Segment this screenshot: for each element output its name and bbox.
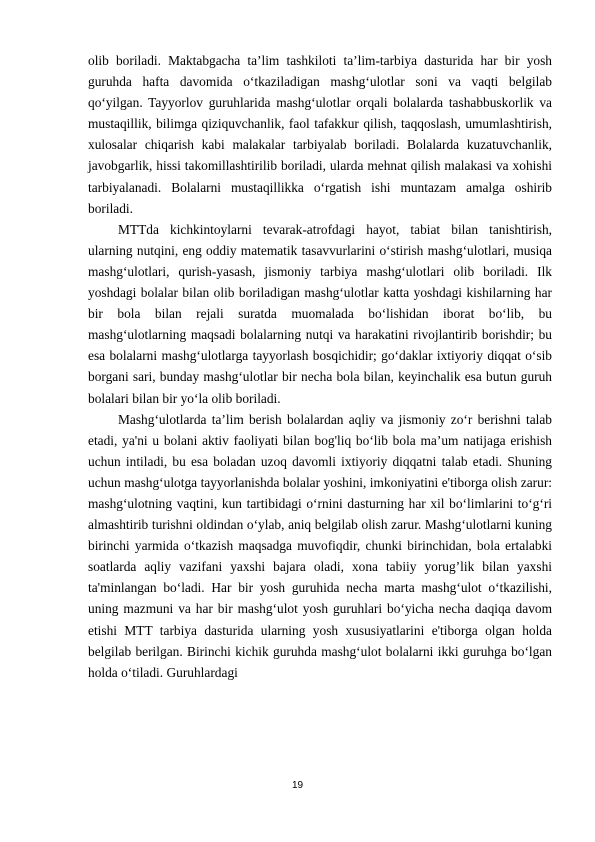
paragraph-3: Mashg‘ulotlarda ta’lim berish bolalardan aqliy va jismoniy zo‘r berishni talab etadi, ya'ni u bolani aktiv faoliyati bilan bog'liq bo‘lib bola ma’um natijaga erishish uchun intiladi, bu esa boladan uzoq davomli ixtiyoriy diqqatni talab etadi. Shuning uchun mashg‘ulotga tayyorlanishda bolalar yoshini, imkoniyatini e'tiborga olish zarur: mashg‘ulotning vaqtini, kun tartibidagi o‘rnini dasturning har xil bo‘limlarini to‘g‘ri almashtirib turishni oldindan o‘ylab, aniq belgilab olish zarur. Mashg‘ulotlarni kuning birinchi yarmida o‘tkazish maqsadga muvofiqdir, chunki birinchidan, bola ertalabki soatlarda aqliy vazifani yaxshi bajara oladi, xona tabiiy yorug’lik bilan yaxshi ta'minlangan bo‘ladi. Har bir yosh guruhida necha marta mashg‘ulot o‘tkazilishi, uning mazmuni va har bir mashg‘ulot yosh guruhlari bo‘yicha necha daqiqa davom etishi MTT tarbiya dasturida ularning yosh xususiyatlarini e'tiborga olgan holda belgilab berilgan. Birinchi kichik guruhda mashg‘ulot bolalarni ikki guruhga bo‘lgan holda o‘tiladi. Guruhlardagi	[88, 411, 552, 680]
paragraph-2: MTTda kichkintoylarni tevarak-atrofdagi hayot, tabiat bilan tanishtirish, ularning nutqini, eng oddiy matematik tasavvurlarini o‘stirish mashg‘ulotlari, musiqa mashg‘ulotlari, qurish-yasash, jismoniy tarbiya mashg‘ulotlari olib boriladi. Ilk yoshdagi bolalar bilan olib boriladigan mashg‘ulotlar katta yoshdagi kishilarning har bir bola bilan rejali suratda muomalada bo‘lishidan iborat bo‘lib, bu mashg‘ulotlarning maqsadi bolalarning nutqi va harakatini rivojlantirib borishdir; bu esa bolalarni mashg‘ulotlarga tayyorlash bosqichidir; go‘daklar ixtiyoriy diqqat o‘sib borgani sari, bunday mashg‘ulotlar bir necha bola bilan, keyinchalik esa butun guruh bolalari bilan bir yo‘la olib boriladi.	[88, 221, 552, 406]
page-number: 19	[291, 780, 304, 791]
page-body	[88, 50, 552, 683]
paragraph-1: olib boriladi. Maktabgacha ta’lim tashkiloti ta’lim-tarbiya dasturida har bir yosh guruhda hafta davomida o‘tkaziladigan mashg‘ulotlar soni va vaqti belgilab qo‘yilgan. Tayyorlov guruhlarida mashg‘ulotlar orqali bolalarda tashabbuskorlik va mustaqillik, bilimga qiziquvchanlik, faol tafakkur qilish, taqqoslash, umumlashtirish, xulosalar chiqarish kabi malakalar tarbiyalab boriladi. Bolalarda kuzatuvchanlik, javobgarlik, hissi takomillashtirilib boriladi, ularda mehnat qilish malakasi va xohishi tarbiyalanadi. Bolalarni mustaqillikka o‘rgatish ishi muntazam amalga oshirib boriladi.	[88, 53, 552, 216]
